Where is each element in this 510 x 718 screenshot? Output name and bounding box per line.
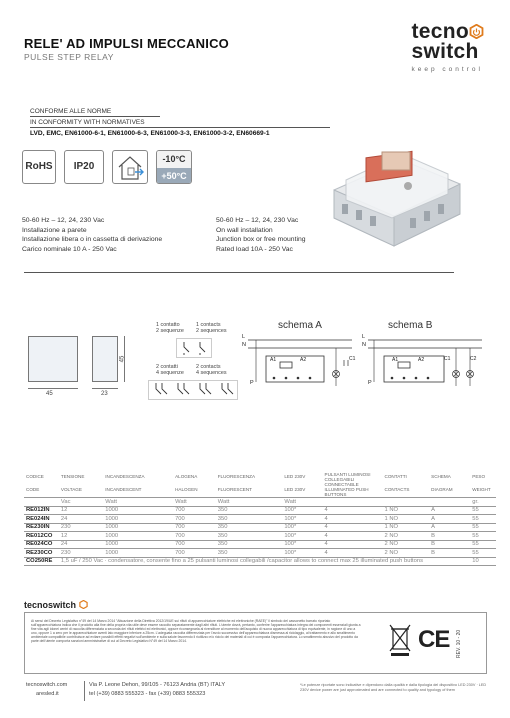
contact-label-a: 1 contatto 2 sequenze: [156, 322, 184, 335]
table-header-en: [24, 482, 496, 498]
col-header: CONNECTABLE ILLUMINATED PUSH BUTTONS: [323, 482, 383, 498]
col-header: INCANDESCENZA: [105, 474, 145, 479]
col-header: CODE: [24, 482, 59, 498]
temp-low: -10°C: [157, 151, 191, 168]
col-header: CONTACTS: [383, 482, 430, 498]
schema-b-a1: A1: [392, 357, 399, 363]
col-header: SCHEMA: [431, 474, 451, 479]
dimension-height: 45: [119, 355, 126, 363]
spec-line: Rated load 10A - 250 Vac: [216, 245, 293, 253]
dimension-depth: 23: [101, 391, 108, 397]
schema-b-a2: A2: [418, 357, 425, 363]
temp-high: +50°C: [157, 168, 191, 184]
divider: [24, 272, 454, 273]
specs-english: [216, 216, 396, 254]
front-view-drawing: [28, 336, 78, 382]
spec-line: Installazione a parete: [22, 226, 87, 234]
hexagon-logo-icon: [79, 600, 88, 609]
ce-mark: CE: [418, 626, 450, 653]
divider: [84, 681, 85, 701]
spec-line: 50-60 Hz – 12, 24, 230 Vac: [216, 217, 299, 224]
footer-address: Via P. Leone Dehon, 99/105 - 76123 Andria (BT) ITALY: [89, 682, 226, 688]
footer-brand: tecnoswitch: [24, 600, 88, 610]
col-header: CONTATTI: [384, 474, 407, 479]
conformity-it: CONFORME ALLE NORME: [30, 108, 112, 115]
table-row: RE012CO 12 1000 700 350 100* 4 2 NO B 55: [24, 532, 496, 541]
dimension-width: 45: [46, 391, 53, 397]
crossed-bin-icon: [388, 623, 412, 657]
schema-a-a2: A2: [300, 357, 307, 363]
col-header: LED 230V: [282, 482, 322, 498]
footer-email[interactable]: aresled.it: [36, 691, 59, 697]
contact-symbol-2: [148, 380, 238, 400]
wall-install-icon: [112, 150, 148, 184]
col-header: FLUORESCENT: [216, 482, 283, 498]
divider: [30, 127, 330, 128]
schema-b-c1: C1: [444, 356, 451, 362]
table-row: RE024IN 24 1000 700 350 100* 4 1 NO A 55: [24, 515, 496, 524]
footer-phone: tel (+39) 0883 555323 - fax (+39) 0883 555323: [89, 691, 206, 697]
contact-label-c: 2 contatti 4 sequenze: [156, 364, 184, 377]
divider: [30, 116, 160, 117]
schema-a-diagram: [240, 334, 360, 394]
schema-a-p: P: [250, 380, 254, 386]
col-header: DIAGRAM: [429, 482, 470, 498]
page-title: RELE' AD IMPULSI MECCANICO: [24, 36, 229, 51]
schema-b-diagram: [360, 334, 490, 394]
logo-tagline: keep control: [411, 66, 483, 73]
rohs-badge: RoHS: [22, 150, 56, 184]
schema-b-c2: C2: [470, 356, 477, 362]
spec-line: Installazione libera o in cassetta di derivazione: [22, 236, 163, 243]
revision-label: REV. 10 - 20: [456, 629, 462, 658]
spec-line: 50-60 Hz – 12, 24, 230 Vac: [22, 217, 105, 224]
col-header: INCANDESCENT: [103, 482, 173, 498]
product-table: [24, 471, 496, 566]
table-row: RE230IN 230 1000 700 350 100* 4 1 NO A 55: [24, 523, 496, 532]
contact-label-b: 1 contacts 2 sequences: [196, 322, 227, 335]
schema-a-title: schema A: [278, 320, 322, 331]
weee-legal-text: Ai sensi del Decreto Legislativo n°49 del 14 Marzo 2014 "Attuazione della Direttiva 2012/19/UE sui rifiuti di apparecchiature elettriche ed elettroniche (RAEE)" il simbolo del cassonetto barrato riportato sull'apparecchiatura indica che il prodotto alla fine della propria vita utile deve essere raccolto separatamente dagli altri rifiuti. L'utente dovrà, pertanto, conferire l'apparecchiatura integra dei componenti essenziali giunta a fine vita agli idonei centri di raccolta differenziata a seconda dei rifiuti elettrici ed elettronici, oppure riconsegnarla al rivenditore al momento dell'acquisto di nuova apparecchiatura di tipo equivalente, in ragione di uno a uno, oppure 1 a zero per le apparecchiature aventi lato maggiore inferiore a 25cm. L'adeguata raccolta differenziata per l'avvio successivo dell'apparecchiatura dismessa al riciclaggio, al trattamento e allo smaltimento ambientale compatibile contribuisce ad evitare possibili effetti negativi sull'ambiente e sulla salute favorendo il riutilizzo e/o riciclo dei materiali di cui è composta l'apparecchiatura. Lo smaltimento abusivo del prodotto da parte dell'utente comporta sanzioni amministrative di cui al Decreto Legislativo N°49 del 14 Marzo 2014.: [31, 619, 361, 644]
dimension-line: [28, 388, 78, 389]
schema-a-c1: C1: [349, 356, 356, 362]
col-header: PULSANTI LUMINOSI COLLEGABILI: [324, 471, 371, 482]
table-row: RE012IN 12 1000 700 350 100* 4 1 NO A 55: [24, 506, 496, 515]
spec-line: On wall installation: [216, 226, 273, 234]
logo-text-top: tecno: [411, 20, 469, 43]
contact-label-d: 2 contacts 4 sequences: [196, 364, 227, 377]
col-header: TENSIONE: [60, 474, 85, 479]
specs-italian: [22, 216, 222, 254]
col-header: VOLTAGE: [59, 482, 103, 498]
table-row: RE230CO 230 1000 700 350 100* 4 2 NO B 55: [24, 549, 496, 558]
brand-logo: [411, 22, 484, 73]
spec-line: Carico nominale 10 A - 250 Vac: [22, 245, 117, 253]
col-header: CODICE: [26, 474, 44, 479]
footer-website[interactable]: tecnoswitch.com: [26, 682, 68, 688]
table-units-row: Vac Watt Watt Watt Watt gr.: [24, 498, 496, 507]
col-header: LED 230V: [284, 474, 306, 479]
table-row: CO250RE 1,5 uF / 250 Vac · condensatore, consente fino a 25 pulsanti luminosi collegabili /capacitor allows to connect max 25 illuminated push buttons 10: [24, 557, 496, 566]
schema-b-n: N: [362, 342, 366, 348]
dimension-line: [92, 388, 118, 389]
schema-b-p: P: [368, 380, 372, 386]
page-subtitle: PULSE STEP RELAY: [24, 52, 114, 62]
conformity-en: IN CONFORMITY WITH NORMATIVES: [30, 119, 145, 126]
col-header: PESO: [472, 474, 486, 479]
table-row: RE024CO 24 1000 700 350 100* 4 2 NO B 55: [24, 540, 496, 549]
table-header-it: [24, 471, 496, 482]
col-header: ALOGENA: [175, 474, 198, 479]
conformity-norms: LVD, EMC, EN61000-6-1, EN61000-6-3, EN61000-3-3, EN61000-3-2, EN60669-1: [30, 130, 270, 137]
schema-a-a1: A1: [270, 357, 277, 363]
schema-b-title: schema B: [388, 320, 433, 331]
ip-rating-badge: IP20: [64, 150, 104, 184]
logo-text-bottom: switch: [411, 40, 479, 63]
hexagon-logo-icon: [469, 24, 484, 39]
schema-a-l: L: [242, 334, 246, 340]
schema-a-n: N: [242, 342, 246, 348]
schema-b-l: L: [362, 334, 366, 340]
temperature-range-badge: [156, 150, 192, 184]
side-view-drawing: [92, 336, 118, 382]
col-header: FLUORESCENZA: [217, 474, 256, 479]
col-header: HALOGEN: [173, 482, 216, 498]
spec-line: Junction box or free mounting: [216, 236, 306, 243]
footer-note: *Le potenze riportate sono indicative e dipendono dalla qualità e dalla tipologia del dispositivo LED 230V · LED 230V device power are just approximated and are connected to quality and typology of them: [300, 683, 487, 692]
contact-symbol-1: [176, 338, 212, 358]
col-header: WEIGHT: [470, 482, 496, 498]
